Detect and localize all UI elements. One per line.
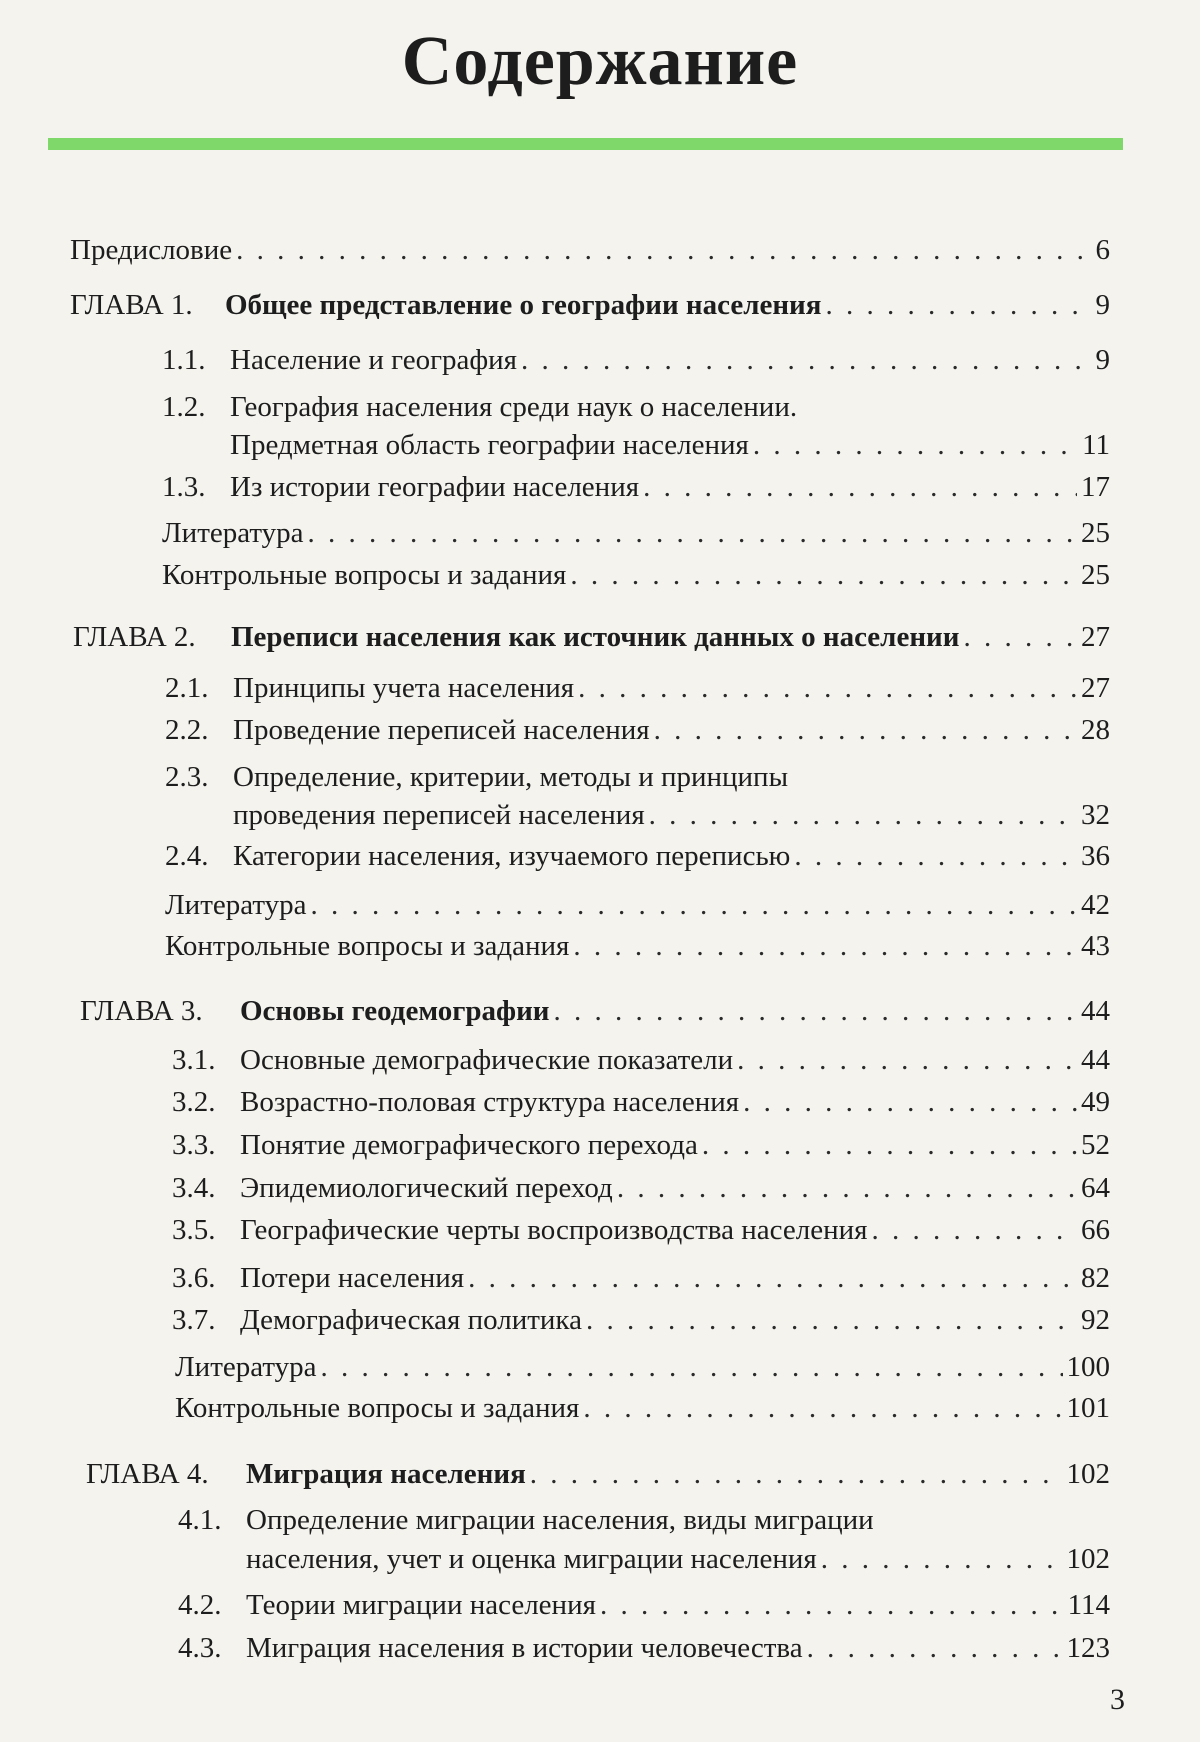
section-number: 4.3.: [178, 1632, 222, 1664]
leader-dots: [654, 710, 1077, 750]
toc-label: Предисловие: [70, 234, 233, 266]
toc-section-2-4: [165, 836, 1110, 876]
toc-questions-2: [165, 926, 1110, 966]
toc-page: 102: [1066, 1543, 1110, 1575]
toc-page: 66: [1081, 1214, 1110, 1246]
leader-dots: [573, 926, 1077, 966]
section-number: 3.4.: [172, 1172, 216, 1204]
leader-dots: [963, 617, 1077, 657]
section-number: 2.1.: [165, 672, 209, 704]
toc-chapter-4: [86, 1454, 1110, 1494]
toc-label: Население и география: [230, 344, 517, 376]
toc-section-3-7: [172, 1300, 1110, 1340]
toc-page: 44: [1081, 1044, 1110, 1076]
toc-page: 44: [1081, 995, 1110, 1027]
leader-dots: [236, 230, 1091, 270]
chapter-label: ГЛАВА 4.: [86, 1458, 209, 1490]
section-number: 4.1.: [178, 1504, 222, 1536]
leader-dots: [753, 425, 1078, 465]
leader-dots: [737, 1040, 1077, 1080]
section-number: 3.7.: [172, 1304, 216, 1336]
page-number: 3: [1110, 1683, 1125, 1716]
toc-label: Потери населения: [240, 1262, 465, 1294]
toc-label: населения, учет и оценка миграции населения: [246, 1543, 817, 1575]
toc-label: Литература: [165, 889, 307, 921]
page-title: Содержание: [401, 23, 799, 100]
leader-dots: [308, 513, 1077, 553]
toc-page: 9: [1095, 289, 1110, 321]
toc-page: 92: [1081, 1304, 1110, 1336]
toc-section-2-3: [233, 795, 1110, 835]
toc-page: 36: [1081, 840, 1110, 872]
toc-section-3-5: [172, 1210, 1110, 1250]
toc-literature-3: [175, 1347, 1110, 1387]
section-number: 2.4.: [165, 840, 209, 872]
toc-label: Понятие демографического перехода: [240, 1129, 698, 1161]
toc-label: Основные демографические показатели: [240, 1044, 734, 1076]
toc-label: проведения переписей населения: [233, 799, 645, 831]
toc-page: 25: [1081, 559, 1110, 591]
section-number: 1.1.: [162, 344, 206, 376]
toc-label: Литература: [175, 1351, 317, 1383]
green-divider: [48, 138, 1123, 150]
toc-section-3-1: [172, 1040, 1110, 1080]
toc-page: 42: [1081, 889, 1110, 921]
leader-dots: [600, 1585, 1064, 1625]
section-number: 3.3.: [172, 1129, 216, 1161]
section-number: 1.3.: [162, 471, 206, 503]
toc-label: Демографическая политика: [240, 1304, 582, 1336]
toc-label: Контрольные вопросы и задания: [165, 930, 570, 962]
section-number: 3.5.: [172, 1214, 216, 1246]
chapter-title: Миграция населения: [246, 1458, 526, 1490]
toc-page: 27: [1081, 672, 1110, 704]
toc-page: 28: [1081, 714, 1110, 746]
toc-page: 11: [1082, 429, 1110, 461]
toc-label: Из истории географии населения: [230, 471, 640, 503]
leader-dots: [586, 1300, 1077, 1340]
section-number: 3.1.: [172, 1044, 216, 1076]
leader-dots: [807, 1628, 1063, 1668]
toc-questions-3: [175, 1388, 1110, 1428]
toc-page: 32: [1081, 799, 1110, 831]
section-number: 3.6.: [172, 1262, 216, 1294]
section-number: 3.2.: [172, 1086, 216, 1118]
leader-dots: [617, 1168, 1077, 1208]
toc-literature-1: [162, 513, 1110, 553]
toc-page: 49: [1081, 1086, 1110, 1118]
toc-section-3-6: [172, 1258, 1110, 1298]
toc-label: Принципы учета населения: [233, 672, 575, 704]
toc-page: 123: [1066, 1632, 1110, 1664]
toc-section-3-4: [172, 1168, 1110, 1208]
section-number: 1.2.: [162, 391, 206, 423]
toc-section-4-1: [246, 1539, 1110, 1579]
toc-label: Теории миграции населения: [246, 1589, 596, 1621]
toc-chapter-3: [80, 991, 1110, 1031]
toc-label: Географические черты воспроизводства населения: [240, 1214, 868, 1246]
chapter-title: Общее представление о географии населения: [225, 289, 822, 321]
toc-entry-preface: [70, 230, 1110, 270]
toc-page: 17: [1081, 471, 1110, 503]
toc-section-1-1: [162, 340, 1110, 380]
toc-section-2-2: [165, 710, 1110, 750]
toc-label: Определение, критерии, методы и принципы: [233, 761, 789, 793]
toc-label: Предметная область географии населения: [230, 429, 749, 461]
toc-label: Контрольные вопросы и задания: [175, 1392, 580, 1424]
toc-page: 100: [1066, 1351, 1110, 1383]
leader-dots: [643, 467, 1077, 507]
toc-chapter-2: [73, 617, 1110, 657]
chapter-label: ГЛАВА 1.: [70, 289, 193, 321]
toc-label: Возрастно-половая структура населения: [240, 1086, 740, 1118]
leader-dots: [825, 285, 1091, 325]
section-number: 2.3.: [165, 761, 209, 793]
leader-dots: [583, 1388, 1062, 1428]
toc-section-1-2-line1: [162, 387, 797, 427]
toc-page: 64: [1081, 1172, 1110, 1204]
chapter-title: Переписи населения как источник данных о населении: [231, 621, 960, 653]
toc-label: Эпидемиологический переход: [240, 1172, 613, 1204]
leader-dots: [553, 991, 1077, 1031]
toc-label: Определение миграции населения, виды миграции: [246, 1504, 874, 1536]
toc-label: Категории населения, изучаемого переписью: [233, 840, 791, 872]
section-number: 4.2.: [178, 1589, 222, 1621]
leader-dots: [794, 836, 1077, 876]
leader-dots: [468, 1258, 1077, 1298]
toc-label: Миграция населения в истории человечества: [246, 1632, 803, 1664]
leader-dots: [321, 1347, 1063, 1387]
toc-page: 43: [1081, 930, 1110, 962]
leader-dots: [871, 1210, 1077, 1250]
toc-page: 52: [1081, 1129, 1110, 1161]
toc-label: Литература: [162, 517, 304, 549]
toc-section-4-1-line1: [178, 1500, 874, 1540]
toc-section-2-3-line1: [165, 757, 788, 797]
toc-page: 82: [1081, 1262, 1110, 1294]
toc-questions-1: [162, 555, 1110, 595]
toc-page: 101: [1066, 1392, 1110, 1424]
chapter-title: Основы геодемографии: [240, 995, 550, 1027]
leader-dots: [743, 1082, 1077, 1122]
section-number: 2.2.: [165, 714, 209, 746]
toc-page: 102: [1066, 1458, 1110, 1490]
toc-label: Контрольные вопросы и задания: [162, 559, 567, 591]
chapter-label: ГЛАВА 2.: [73, 621, 196, 653]
leader-dots: [530, 1454, 1063, 1494]
leader-dots: [578, 668, 1077, 708]
leader-dots: [570, 555, 1077, 595]
toc-section-3-3: [172, 1125, 1110, 1165]
toc-label: География населения среди наук о населении.: [230, 391, 798, 423]
toc-section-3-2: [172, 1082, 1110, 1122]
chapter-label: ГЛАВА 3.: [80, 995, 203, 1027]
toc-literature-2: [165, 885, 1110, 925]
leader-dots: [821, 1539, 1063, 1579]
toc-section-1-3: [162, 467, 1110, 507]
toc-page: 9: [1095, 344, 1110, 376]
leader-dots: [311, 885, 1077, 925]
toc-page: 27: [1081, 621, 1110, 653]
toc-chapter-1: [70, 285, 1110, 325]
toc-label: Проведение переписей населения: [233, 714, 650, 746]
leader-dots: [702, 1125, 1077, 1165]
toc-page: 114: [1067, 1589, 1110, 1621]
toc-page: 25: [1081, 517, 1110, 549]
toc-page: 6: [1095, 234, 1110, 266]
toc-section-2-1: [165, 668, 1110, 708]
toc-section-1-2: [230, 425, 1110, 465]
leader-dots: [649, 795, 1077, 835]
leader-dots: [521, 340, 1092, 380]
toc-section-4-2: [178, 1585, 1110, 1625]
toc-section-4-3: [178, 1628, 1110, 1668]
